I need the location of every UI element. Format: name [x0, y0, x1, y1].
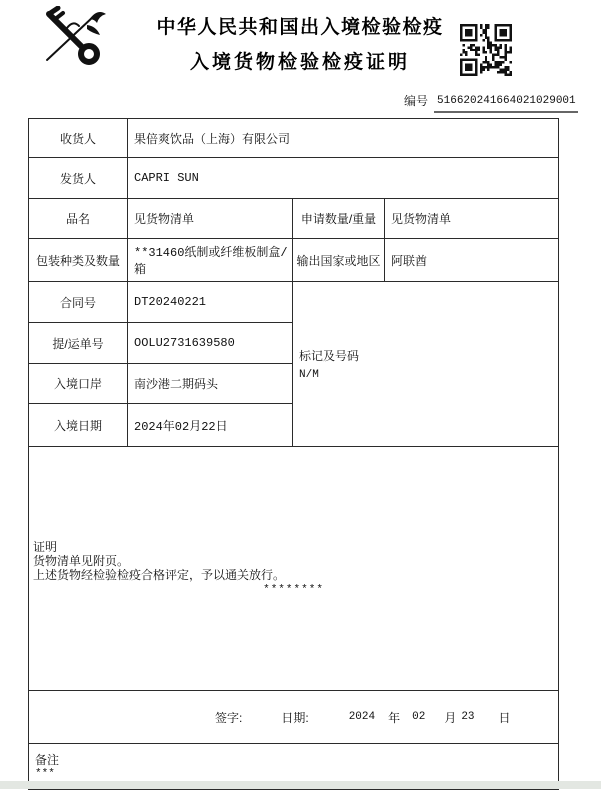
contract-no-label: 合同号: [29, 282, 128, 323]
certificate-heading: 证明: [33, 540, 58, 554]
certificate-table: [28, 118, 559, 790]
title-line2: 入境货物检验检疫证明: [189, 52, 410, 73]
table-row: [29, 119, 559, 158]
certificate-section: [29, 447, 559, 691]
certificate-line1: 货物清单见附页。: [33, 554, 130, 568]
origin-country-value: 阿联酋: [385, 239, 559, 282]
serial-number-row: [404, 92, 578, 113]
marks-numbers-cell: [293, 282, 559, 447]
consignee-label: 收货人: [29, 119, 128, 158]
table-row: [29, 199, 559, 239]
bl-no-label: 提/运单号: [29, 323, 128, 364]
date-day-unit: 日: [498, 710, 511, 725]
marks-numbers-label: 标记及号码: [299, 349, 360, 363]
entry-date-value: 2024年02月22日: [128, 404, 293, 447]
qr-code: [459, 24, 513, 76]
date-year-unit: 年: [388, 710, 401, 725]
table-row: [29, 239, 559, 282]
table-row: [29, 158, 559, 199]
entry-port-value: 南沙港二期码头: [128, 364, 293, 404]
signature-cell: [29, 691, 559, 744]
marks-numbers-value: N/M: [299, 369, 319, 381]
packing-label: 包装种类及数量: [29, 239, 128, 282]
shipper-value: CAPRI SUN: [128, 158, 559, 199]
signature-row: [29, 691, 559, 744]
certificate-section-row: [29, 447, 559, 691]
ciq-emblem-graphic: [36, 6, 108, 66]
date-month-value: 02: [412, 711, 426, 723]
entry-date-label: 入境日期: [29, 404, 128, 447]
title-line1: 中华人民共和国出入境检验检疫: [156, 17, 444, 38]
remarks-value: ***: [35, 767, 55, 780]
table-row: [29, 282, 559, 323]
date-day-value: 23: [461, 711, 475, 723]
window-bottom-strip: [0, 781, 601, 789]
packing-value: **31460纸制或纤维板制盒/箱: [128, 239, 293, 282]
date-month-unit: 月: [444, 710, 457, 725]
bl-no-value: OOLU2731639580: [128, 323, 293, 364]
contract-no-value: DT20240221: [128, 282, 293, 323]
sign-label: 签字:: [215, 710, 243, 725]
consignee-value: 果倍爽饮品（上海）有限公司: [128, 119, 559, 158]
ciq-emblem: [36, 6, 108, 66]
entry-port-label: 入境口岸: [29, 364, 128, 404]
quantity-label: 申请数量/重量: [293, 199, 385, 239]
qr-code-graphic: [459, 24, 513, 76]
date-label: 日期:: [281, 710, 309, 725]
date-year-value: 2024: [348, 711, 376, 723]
serial-label: 编号: [404, 94, 429, 108]
document-title-block: [110, 16, 490, 75]
shipper-label: 发货人: [29, 158, 128, 199]
serial-number: 516620241664021029001: [434, 95, 578, 113]
remarks-label: 备注: [35, 752, 60, 767]
quantity-value: 见货物清单: [385, 199, 559, 239]
origin-country-label: 输出国家或地区: [293, 239, 385, 282]
certificate-stars: ********: [263, 584, 324, 596]
certificate-line2: 上述货物经检验检疫合格评定，予以通关放行。: [33, 568, 286, 582]
goods-name-label: 品名: [29, 199, 128, 239]
goods-name-value: 见货物清单: [128, 199, 293, 239]
